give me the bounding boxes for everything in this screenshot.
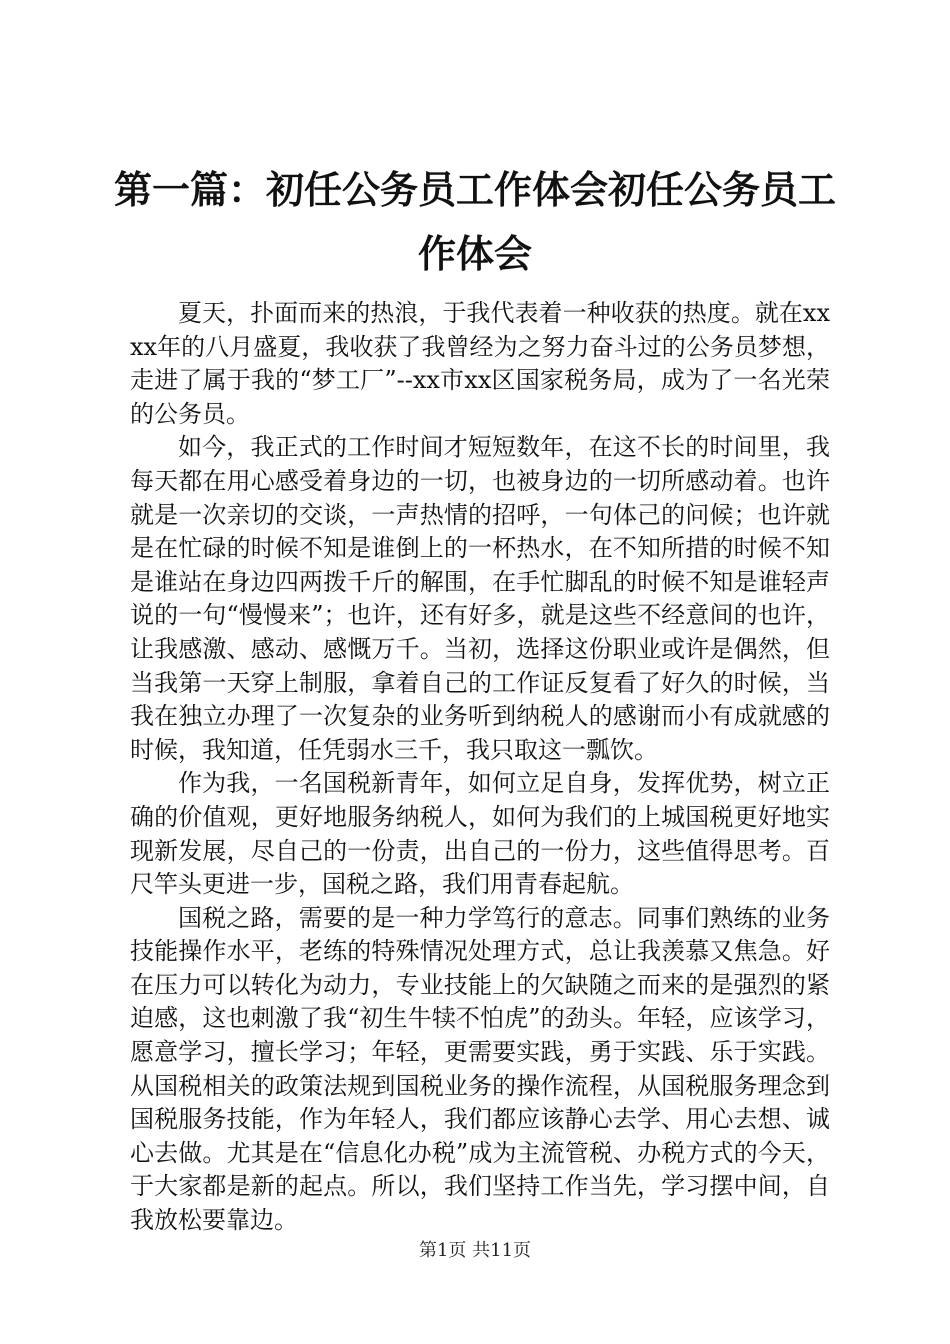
document-title: 第一篇：初任公务员工作体会初任公务员工作体会: [113, 167, 836, 276]
document-body: [130, 297, 830, 1238]
paragraph-1: 夏天，扑面而来的热浪，于我代表着一种收获的热度。就在xxxx年的八月盛夏，我收获了我曾经为之努力奋斗过的公务员梦想，走进了属于我的“梦工厂”--xx市xx区国家税务局，成为了一名光荣的公务员。: [130, 299, 830, 428]
page-footer: 第1页 共11页: [418, 1240, 532, 1261]
paragraph-4: 国税之路，需要的是一种力学笃行的意志。同事们熟练的业务技能操作水平，老练的特殊情况处理方式，总让我羡慕又焦急。好在压力可以转化为动力，专业技能上的欠缺随之而来的是强烈的紧迫感，这也刺激了我“初生牛犊不怕虎”的劲头。年轻，应该学习，愿意学习，擅长学习；年轻，更需要实践，勇于实践、乐于实践。从国税相关的政策法规到国税业务的操作流程，从国税服务理念到国税服务技能，作为年轻人，我们都应该静心去学、用心去想、诚心去做。尤其是在“信息化办税”成为主流管税、办税方式的今天，于大家都是新的起点。所以，我们坚持工作当先，学习摆中间，自我放松要靠边。: [130, 903, 830, 1235]
paragraph-2: 如今，我正式的工作时间才短短数年，在这不长的时间里，我每天都在用心感受着身边的一切，也被身边的一切所感动着。也许就是一次亲切的交谈，一声热情的招呼，一句体己的问候；也许就是在忙碌的时候不知是谁倒上的一杯热水，在不知所措的时候不知是谁站在身边四两拨千斤的解围，在手忙脚乱的时候不知是谁轻声说的一句“慢慢来”；也许，还有好多，就是这些不经意间的也许，让我感激、感动、感慨万千。当初，选择这份职业或许是偶然，但当我第一天穿上制服，拿着自己的工作证反复看了好久的时候，当我在独立办理了一次复杂的业务听到纳税人的感谢而小有成就感的时候，我知道，任凭弱水三千，我只取这一瓢饮。: [130, 433, 830, 764]
paragraph-3: 作为我，一名国税新青年，如何立足自身，发挥优势，树立正确的价值观，更好地服务纳税人，如何为我们的上城国税更好地实现新发展，尽自己的一份责，出自己的一份力，这些值得思考。百尺竿头更进一步，国税之路，我们用青春起航。: [130, 769, 830, 899]
